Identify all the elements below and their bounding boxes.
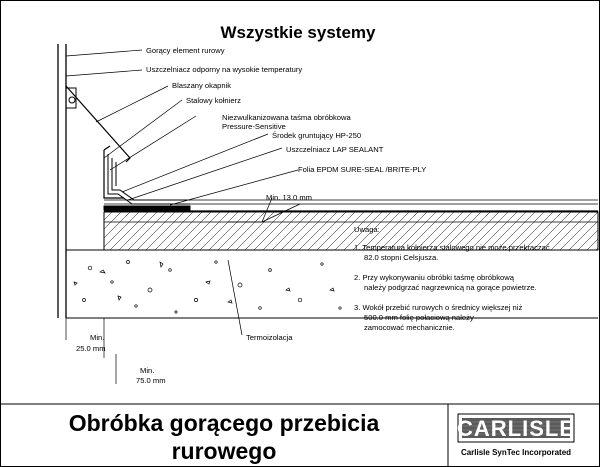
- logo-text: CARLISLE: [457, 416, 575, 441]
- note-3b: 500.0 mm folię połaciową należy: [364, 313, 474, 322]
- note-1b: 82.0 stopni Celsjusza.: [364, 253, 439, 262]
- footer-title-line1: Obróbka gorącego przebicia: [68, 410, 380, 436]
- notes-heading: Uwaga:: [354, 225, 380, 234]
- note-2a: 2. Przy wykonywaniu obróbki taśmę obróbkową: [354, 273, 514, 282]
- flashing-tape: [108, 154, 190, 204]
- label-flashing-tape: Niezwulkanizowana taśma obróbkowa: [222, 113, 351, 122]
- membrane-layers: [104, 200, 598, 211]
- metal-drip-edge: [66, 86, 130, 162]
- carlisle-logo: [457, 414, 575, 442]
- label-epdm-membrane: Folia EPDM SURE-SEAL /BRITE-PLY: [298, 165, 427, 174]
- dim-75mm-b: 75.0 mm: [136, 376, 166, 385]
- hot-pipe: [58, 44, 66, 318]
- leader-lines: [66, 50, 303, 335]
- label-high-temp-sealant: Uszczelniacz odporny na wysokie temperatury: [146, 65, 303, 74]
- note-3c: zamocować mechanicznie.: [364, 323, 455, 332]
- label-pressure-sensitive: Pressure-Sensitive: [222, 122, 286, 131]
- dim-75mm-a: Min.: [140, 366, 155, 375]
- label-steel-collar: Stalowy kołnierz: [186, 96, 241, 105]
- label-drip-edge: Blaszany okapnik: [172, 81, 232, 90]
- dim-25mm-a: Min.: [90, 333, 105, 342]
- drawing-title: Wszystkie systemy: [220, 23, 376, 42]
- dim-25mm-b: 25.0 mm: [76, 344, 106, 353]
- label-insulation: Termoizolacja: [246, 333, 293, 342]
- note-3a: 3. Wokół przebić rurowych o średnicy większej niż: [354, 303, 523, 312]
- company-name: Carlisle SynTec Incorporated: [460, 448, 572, 457]
- note-2b: należy podgrzać nagrzewnicą na gorące powietrze.: [364, 283, 537, 292]
- label-primer: Środek gruntujący HP-250: [272, 131, 362, 140]
- note-1a: 1. Temperatura kołnierza stalowego nie może przekraczać: [354, 243, 550, 252]
- dim-13mm: Min. 13.0 mm: [266, 193, 312, 202]
- footer-title-line2: rurowego: [171, 438, 277, 464]
- label-hot-pipe: Gorący element rurowy: [146, 46, 225, 55]
- label-lap-sealant: Uszczelniacz LAP SEALANT: [286, 145, 384, 154]
